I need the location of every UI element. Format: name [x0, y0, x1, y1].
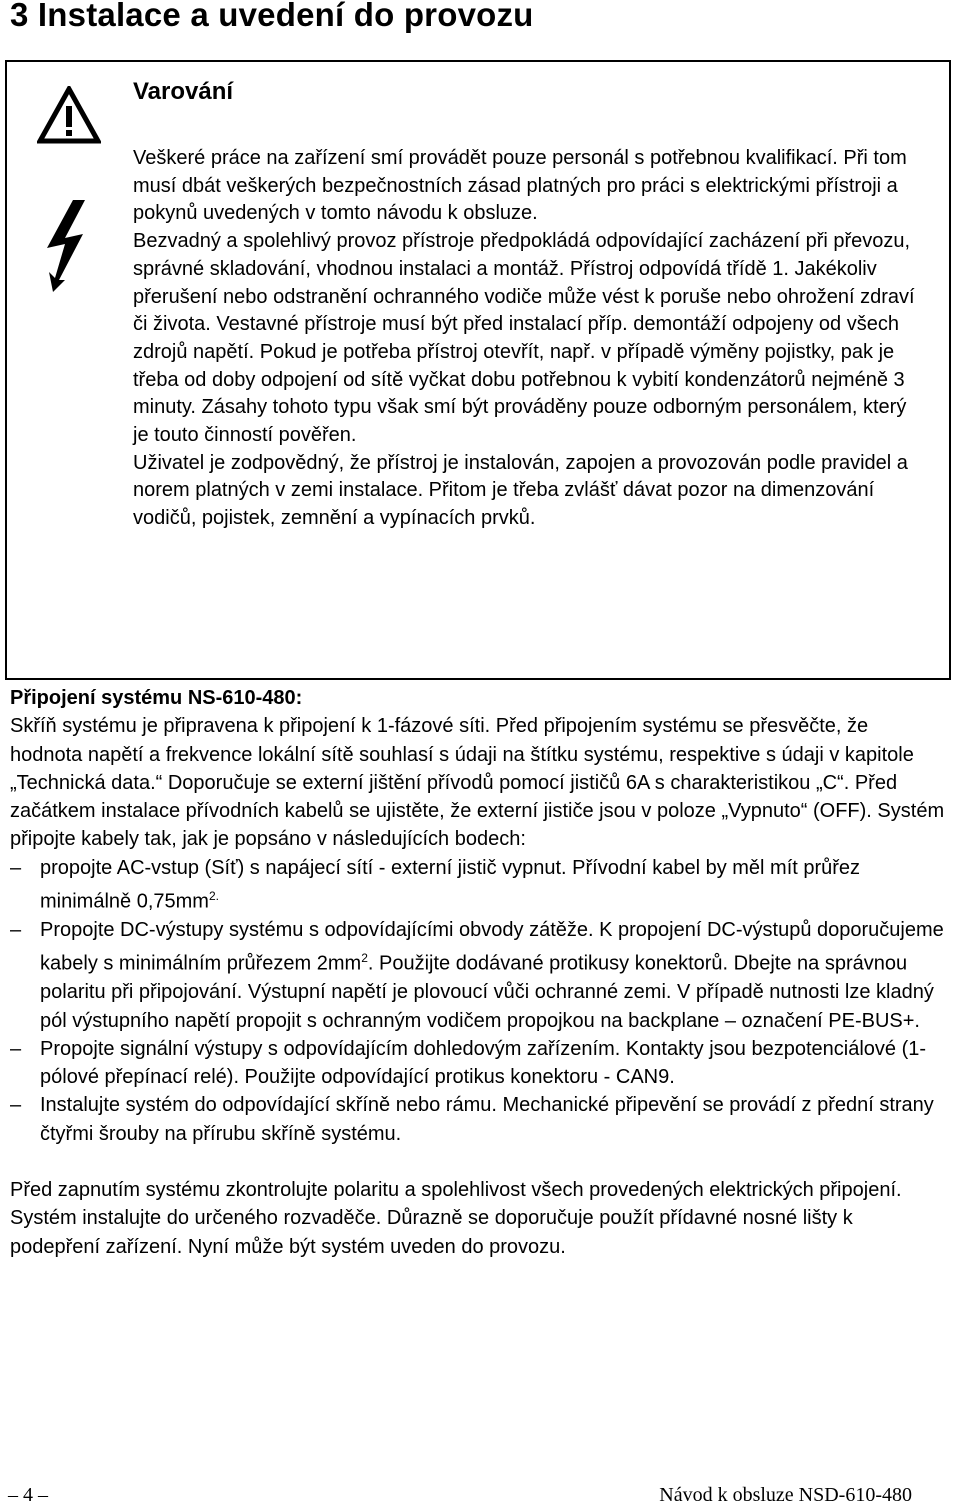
warning-paragraph: Veškeré práce na zařízení smí provádět pouze personál s potřebnou kvalifikací. Při tom musí dbát veškerých bezpečnostních zásad platných pro práci s elektrickými přístroji a pokynů uvedených v tomto návodu k obsluze. [133, 147, 907, 225]
warning-paragraph: Uživatel je zodpovědný, že přístroj je instalován, zapojen a provozován podle pravidel a norem platných v zemi instalace. Přitom je třeba zvlášť dávat pozor na dimenzování vodičů, pojistek, zemnění a vypínacích prvků. [133, 451, 908, 530]
list-dash: – [10, 856, 22, 879]
warning-box [5, 60, 951, 680]
list-dash: – [10, 919, 22, 942]
connection-steps [10, 854, 945, 1148]
step-text: Propojte signální výstupy s odpovídajícím dohledovým zařízením. Kontakty jsou bezpotenciálové (1-pólové přepínací relé). Použijte odpovídající protikus konektoru - CAN9. [40, 1037, 927, 1089]
connection-intro: Skříň systému je připravena k připojení k 1-fázové síti. Před připojením systému se přesvěčte, že hodnota napětí a frekvence lokální sítě souhlasí s údaji na štítku systému, respektive s údaji v kapitole „Technická data.“ Doporučuje se externí jištění přívodů pomocí jističů 6A s charakteristikou „C“. Před začátkem instalace přívodních kabelů se ujistěte, že externí jističe jsou v poloze „Vypnuto“ (OFF). Systém připojte kabely tak, jak je popsáno v následujících bodech: [10, 715, 945, 851]
step-text: propojte AC-vstup (Síť) s napájecí sítí - externí jistič vypnut. Přívodní kabel by měl mít průřez minimálně 0,75mm [40, 856, 861, 913]
page-heading: 3 Instalace a uvedení do provozu [10, 0, 534, 33]
connection-title: Připojení systému NS-610-480: [10, 687, 303, 709]
warning-title: Varování [133, 78, 234, 105]
superscript: 2 [361, 951, 368, 966]
page-number: – 4 – [8, 1484, 48, 1506]
superscript: 2. [208, 889, 219, 904]
list-dash: – [10, 1094, 22, 1117]
list-item [10, 1035, 945, 1092]
step-text: Propojte DC-výstupy systému s odpovídajícími obvody zátěže. K propojení DC-výstupů doporučujeme kabely s minimálním průřezem 2mm [40, 919, 944, 975]
warning-text [133, 145, 923, 533]
warning-triangle-icon [37, 86, 101, 144]
list-dash: – [10, 1037, 22, 1060]
connection-section [10, 684, 945, 1261]
warning-paragraph: Bezvadný a spolehlivý provoz přístroje předpokládá odpovídající zacházení při převozu, správné skladování, vhodnou instalaci a montáž. Přístroj odpovídá třídě 1. Jakékoliv přerušení nebo odstranění ochranného vodiče může vést k poruše nebo ohrožení zdraví či života. Vestavné přístroje musí být před instalací příp. demontáží odpojeny od všech zdrojů napětí. Pokud je potřeba přístroj otevřít, např. v případě výměny pojistky, pak je třeba od doby odpojení od sítě vyčkat dobu potřebnou k vybití kondenzátorů nejméně 3 minuty. Zásahy tohoto typu však smí být prováděny pouze odborným personálem, který je touto činností pověřen. [133, 230, 915, 447]
step-text: Instalujte systém do odpovídající skříně nebo rámu. Mechanické připevění se provádí z přední strany čtyřmi šrouby na přírubu skříně systému. [40, 1094, 934, 1145]
high-voltage-icon [43, 198, 89, 294]
closing-paragraph: Před zapnutím systému zkontrolujte polaritu a spolehlivost všech provedených elektrických připojení. Systém instalujte do určeného rozvaděče. Důrazně se doporučuje použít přídavné nosné lišty k podepření zařízení. Nyní může být systém uveden do provozu. [10, 1179, 902, 1258]
list-item [10, 1091, 945, 1148]
list-item [10, 916, 945, 1035]
footer-document-title: Návod k obsluze NSD-610-480 [659, 1484, 912, 1506]
list-item [10, 854, 945, 916]
step-text-continued: . Použijte dodávané protikusy konektorů. Dbejte na správnou polaritu při připojování. Výstupní napětí je plovoucí vůči ochranné zemi. V případě nutnosti lze kladný pól výstupního napětí propojit s ochranným vodičem propojkou na backplane – označení PE-BUS+. [40, 952, 934, 1032]
